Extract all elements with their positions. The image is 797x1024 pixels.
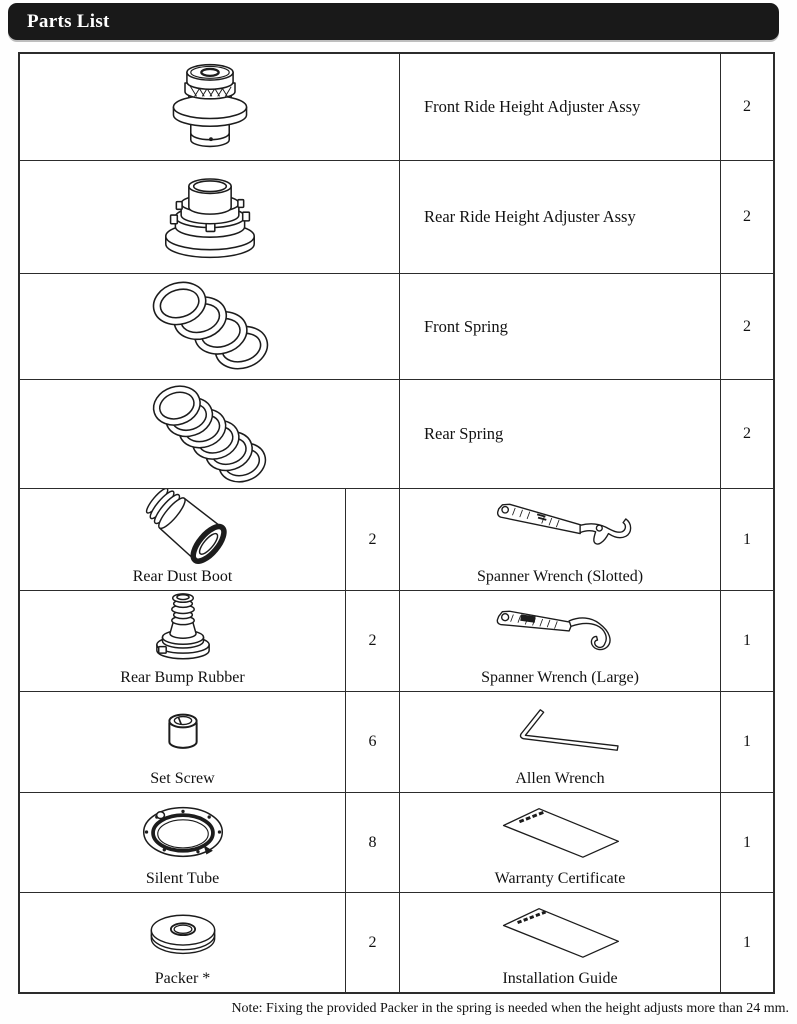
part-qty: 2 (346, 893, 400, 992)
part-label: Rear Dust Boot (132, 568, 233, 586)
part-qty: 2 (721, 380, 773, 489)
part-label: Installation Guide (502, 970, 618, 988)
part-qty: 1 (721, 793, 773, 893)
rear-bump-rubber-icon (148, 591, 218, 669)
part-cell (20, 793, 346, 893)
part-label: Rear Bump Rubber (120, 669, 245, 687)
part-qty: 6 (346, 692, 400, 793)
part-image-cell (20, 274, 400, 380)
packer-icon (142, 893, 224, 970)
part-cell (20, 692, 346, 793)
silent-tube-icon (134, 793, 232, 870)
part-label: Spanner Wrench (Large) (481, 669, 639, 687)
part-name: Front Ride Height Adjuster Assy (400, 54, 721, 161)
part-qty: 2 (721, 161, 773, 274)
part-image-cell (20, 380, 400, 489)
installation-guide-icon (493, 893, 628, 970)
part-qty: 2 (721, 54, 773, 161)
part-label: Set Screw (150, 770, 215, 788)
spanner-wrench-large-icon (485, 591, 635, 669)
part-name: Rear Ride Height Adjuster Assy (400, 161, 721, 274)
part-cell (400, 692, 721, 793)
front-spring-icon (142, 277, 277, 377)
front-ride-height-adjuster-icon (151, 57, 269, 157)
part-qty: 1 (721, 893, 773, 992)
warranty-certificate-icon (493, 793, 628, 870)
part-qty: 2 (346, 489, 400, 591)
part-name: Rear Spring (400, 380, 721, 489)
part-qty: 2 (721, 274, 773, 380)
part-cell (400, 591, 721, 692)
part-image-cell (20, 54, 400, 161)
part-image-cell (20, 161, 400, 274)
part-cell (400, 793, 721, 893)
part-label: Warranty Certificate (494, 870, 626, 888)
page-title: Parts List (27, 10, 110, 32)
spanner-wrench-slotted-icon (485, 489, 635, 568)
rear-ride-height-adjuster-icon (151, 167, 269, 267)
part-cell (20, 591, 346, 692)
part-qty: 1 (721, 489, 773, 591)
part-qty: 2 (346, 591, 400, 692)
part-label: Silent Tube (145, 870, 220, 888)
part-label: Packer * (154, 970, 211, 988)
part-label: Spanner Wrench (Slotted) (476, 568, 644, 586)
section-header (8, 3, 779, 40)
part-cell (20, 489, 346, 591)
part-cell (400, 893, 721, 992)
part-name: Front Spring (400, 274, 721, 380)
parts-table (18, 52, 775, 994)
part-qty: 1 (721, 692, 773, 793)
part-label: Allen Wrench (515, 770, 605, 788)
rear-spring-icon (142, 381, 277, 487)
set-screw-icon (163, 692, 203, 770)
part-qty: 8 (346, 793, 400, 893)
rear-dust-boot-icon (135, 489, 230, 568)
footnote: Note: Fixing the provided Packer in the spring is needed when the height adjusts more than 24 mm. (231, 1001, 789, 1016)
part-cell (20, 893, 346, 992)
part-cell (400, 489, 721, 591)
allen-wrench-icon (498, 692, 623, 770)
part-qty: 1 (721, 591, 773, 692)
